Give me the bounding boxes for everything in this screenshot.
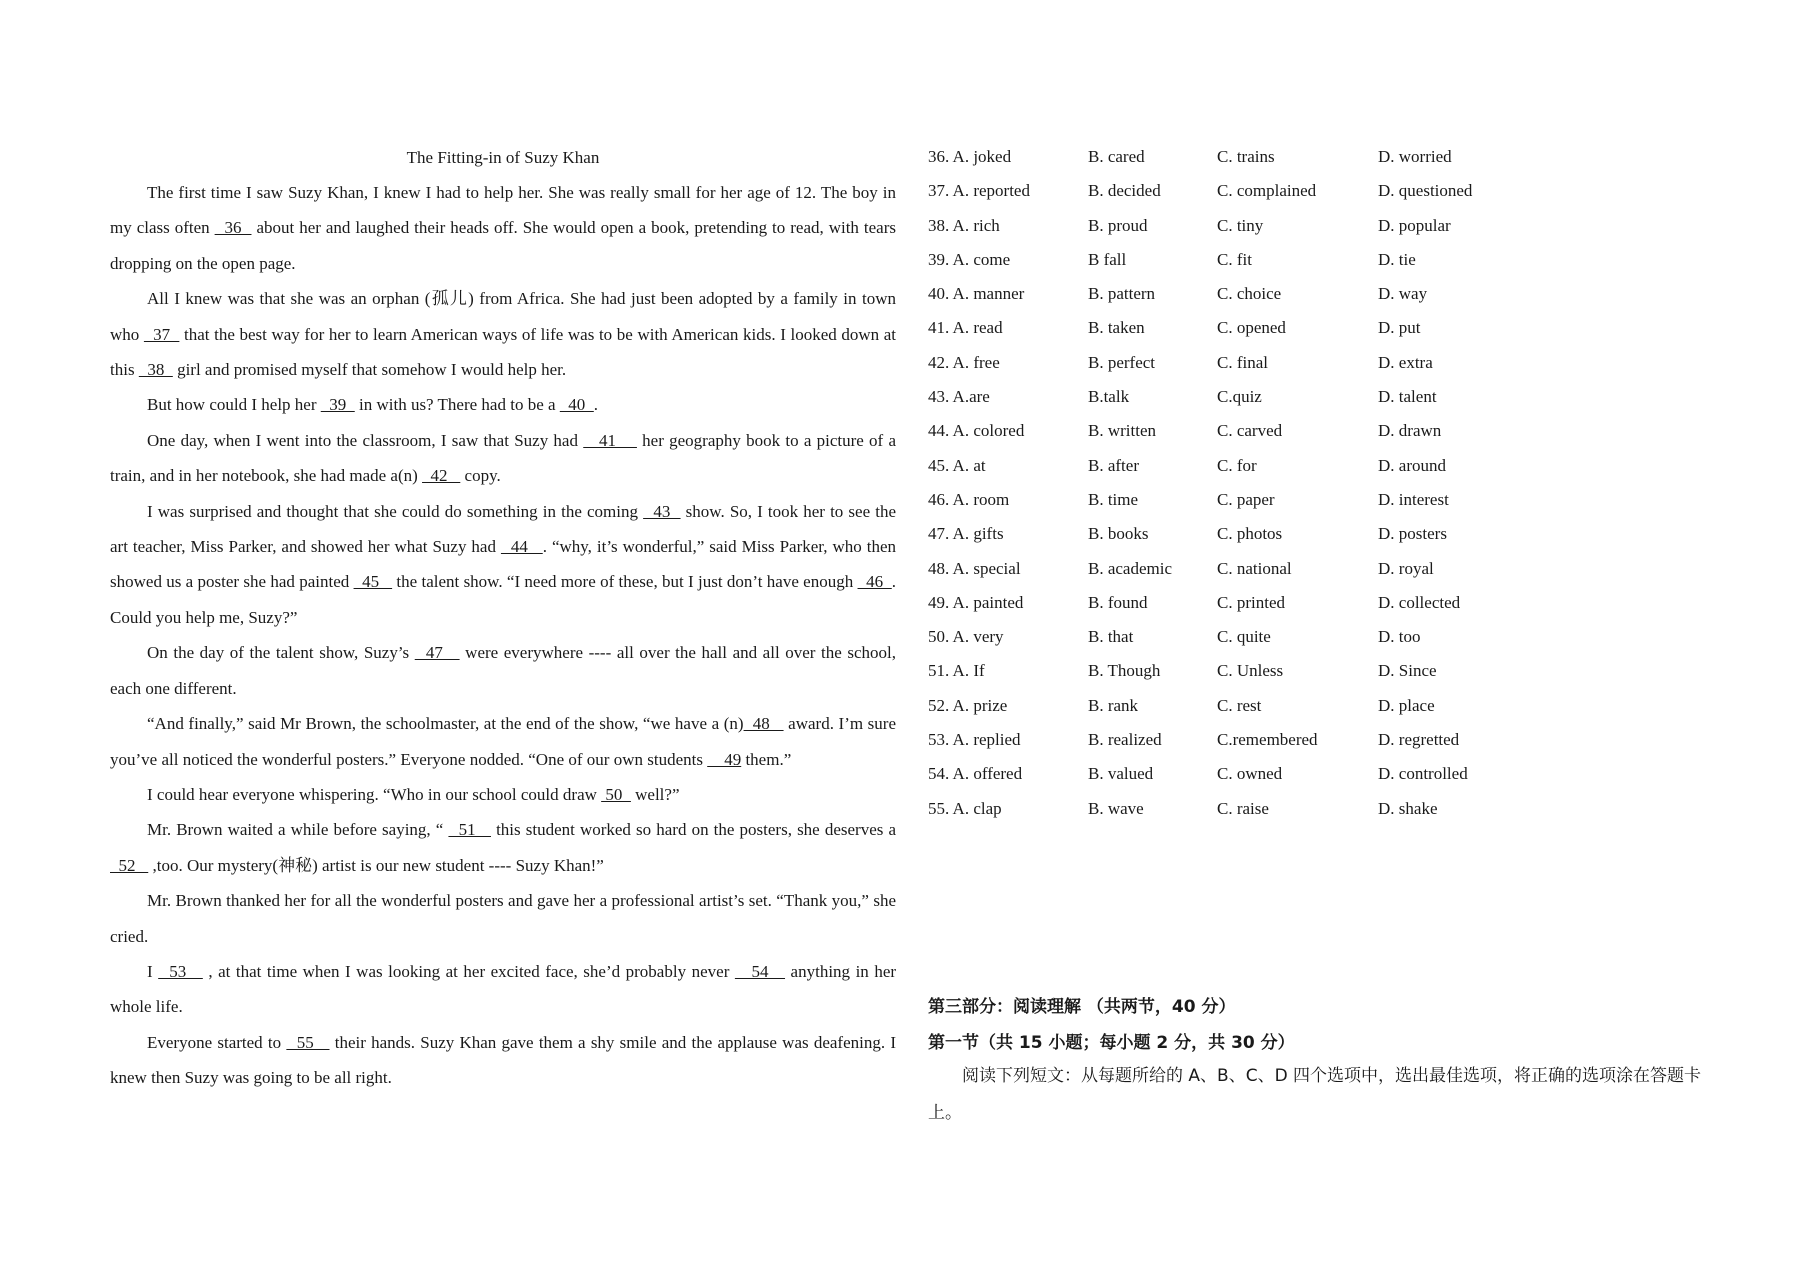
question-options-row: [928, 792, 1728, 826]
passage-text: I was surprised and thought that she could do something in the coming: [147, 501, 644, 521]
option-a: 53. A. replied: [928, 730, 1021, 750]
option-c: C. printed: [1217, 592, 1285, 612]
passage-text: On the day of the talent show, Suzy’s: [147, 643, 415, 663]
option-c: C.quiz: [1217, 387, 1262, 407]
question-options-row: [928, 620, 1728, 654]
passage-paragraph: [110, 1025, 896, 1096]
passage-text: were everywhere ---- all over the hall and all over the school, each one different.: [110, 643, 897, 698]
option-a: 55. A. clap: [928, 798, 1002, 818]
option-b: B. written: [1088, 421, 1156, 441]
option-c: C. for: [1217, 455, 1257, 475]
option-a: 39. A. come: [928, 249, 1011, 269]
option-d: D. way: [1378, 284, 1428, 304]
answer-blank: 50: [601, 784, 631, 804]
option-b: B. realized: [1088, 730, 1162, 750]
passage-text: girl and promised myself that somehow I would help her.: [172, 360, 567, 380]
passage-text: All I knew was that she was an orphan (孤儿) from Africa. She had just been adopted by a family in town who: [110, 289, 896, 344]
reading-instructions: 阅读下列短文：从每题所给的 A、B、C、D 四个选项中，选出最佳选项，将正确的选项涂在答题卡上。: [928, 1066, 1702, 1123]
option-b: B.talk: [1088, 387, 1130, 407]
passage-text: . “why, it’s wonderful,” said Miss Parker, who then showed us a poster she had painted: [110, 537, 897, 592]
part3-heading: 第三部分：阅读理解 （共两节，40 分）: [928, 997, 1236, 1017]
option-a: 37. A. reported: [928, 181, 1030, 201]
question-options-row: [928, 723, 1728, 757]
question-options-row: [928, 757, 1728, 791]
option-a: 44. A. colored: [928, 421, 1025, 441]
option-a: 52. A. prize: [928, 695, 1008, 715]
option-a: 51. A. If: [928, 661, 985, 681]
option-c: C. carved: [1217, 421, 1283, 441]
passage-text: I could hear everyone whispering. “Who in our school could draw: [147, 784, 602, 804]
option-c: C. photos: [1217, 524, 1283, 544]
option-d: D. controlled: [1378, 764, 1468, 784]
option-d: D. interest: [1378, 489, 1449, 509]
option-c: C.remembered: [1217, 730, 1318, 750]
option-c: C. final: [1217, 352, 1268, 372]
option-a: 50. A. very: [928, 627, 1004, 647]
option-d: D. worried: [1378, 147, 1452, 166]
option-d: D. shake: [1378, 798, 1438, 818]
question-options-row: [928, 517, 1728, 551]
option-d: D. popular: [1378, 215, 1451, 235]
option-b: B. time: [1088, 489, 1139, 509]
option-b: B. decided: [1088, 181, 1161, 201]
option-a: 38. A. rich: [928, 215, 1000, 235]
option-d: D. tie: [1378, 249, 1416, 269]
answer-blank: 38: [138, 360, 173, 380]
answer-blank: 54: [734, 961, 786, 981]
option-b: B. books: [1088, 524, 1149, 544]
passage-text: her geography book to a picture of a train, and in her notebook, she had made a(n): [110, 430, 897, 486]
options-list: [928, 140, 1728, 826]
passage-column: [110, 140, 896, 1096]
answer-blank: 40: [559, 395, 594, 415]
question-options-row: [928, 483, 1728, 517]
answer-blank: 51: [448, 820, 491, 840]
option-d: D. royal: [1378, 558, 1434, 578]
option-b: B. pattern: [1088, 284, 1156, 304]
option-b: B. rank: [1088, 695, 1139, 715]
question-options-row: [928, 449, 1728, 483]
passage-text: this student worked so hard on the posters, she deserves a: [490, 820, 897, 840]
option-b: B. found: [1088, 592, 1148, 612]
option-c: C. fit: [1217, 249, 1252, 269]
passage-text: show. So, I took her to see the art teacher, Miss Parker, and showed her what Suzy had: [110, 501, 896, 557]
option-a: 36. A. joked: [928, 147, 1012, 166]
option-a: 40. A. manner: [928, 284, 1025, 304]
option-b: B. proud: [1088, 215, 1148, 235]
passage-text: , at that time when I was looking at her excited face, she’d probably never: [202, 961, 735, 981]
option-b: B. valued: [1088, 764, 1154, 784]
question-options-row: [928, 346, 1728, 380]
option-b: B. after: [1088, 455, 1139, 475]
option-d: D. regretted: [1378, 730, 1460, 750]
passage-title: The Fitting-in of Suzy Khan: [406, 148, 600, 167]
question-options-row: [928, 140, 1728, 174]
passage-text: .: [593, 395, 599, 415]
passage-text: . Could you help me, Suzy?”: [110, 572, 897, 627]
option-a: 45. A. at: [928, 455, 986, 475]
question-options-row: [928, 243, 1728, 277]
question-options-row: [928, 689, 1728, 723]
option-d: D. posters: [1378, 524, 1447, 544]
option-b: B. academic: [1088, 558, 1173, 578]
question-options-row: [928, 311, 1728, 345]
option-c: C. raise: [1217, 798, 1269, 818]
passage-text: the talent show. “I need more of these, but I just don’t have enough: [392, 572, 858, 592]
option-b: B. taken: [1088, 318, 1145, 338]
option-b: B. perfect: [1088, 352, 1156, 372]
answer-blank: 42: [422, 466, 461, 486]
option-d: D. put: [1378, 318, 1421, 338]
option-d: D. Since: [1378, 661, 1437, 681]
passage-text: “And finally,” said Mr Brown, the schoolmaster, at the end of the show, “we have a (n): [147, 714, 744, 734]
passage-text: Mr. Brown waited a while before saying, “: [147, 820, 449, 840]
option-d: D. drawn: [1378, 421, 1442, 441]
passage-text: award. I’m sure you’ve all noticed the wonderful posters.” Everyone nodded. “One of our own students: [110, 714, 897, 769]
passage-paragraph: [110, 494, 896, 636]
option-c: C. Unless: [1217, 661, 1284, 681]
answer-blank: 47: [414, 643, 460, 663]
option-b: B. cared: [1088, 147, 1145, 166]
answer-blank: 49: [707, 749, 742, 769]
option-a: 46. A. room: [928, 489, 1010, 509]
option-a: 54. A. offered: [928, 764, 1023, 784]
option-d: D. around: [1378, 455, 1446, 475]
option-a: 49. A. painted: [928, 592, 1024, 612]
passage-paragraph: [110, 423, 896, 494]
option-c: C. quite: [1217, 627, 1271, 647]
passage-text: anything in her whole life.: [110, 961, 897, 1017]
passage-text: copy.: [460, 466, 501, 486]
question-options-row: [928, 277, 1728, 311]
question-options-row: [928, 209, 1728, 243]
option-c: C. opened: [1217, 318, 1286, 338]
option-c: C. tiny: [1217, 215, 1264, 235]
passage-text: I: [147, 961, 159, 981]
section1-heading: 第一节（共 15 小题；每小题 2 分，共 30 分）: [928, 1033, 1295, 1053]
passage-text: well?”: [630, 784, 680, 804]
passage-paragraph: [110, 635, 896, 706]
option-d: D. questioned: [1378, 181, 1473, 201]
answer-blank: 36: [214, 218, 252, 238]
option-b: B. that: [1088, 627, 1134, 647]
passage-text: One day, when I went into the classroom, I saw that Suzy had: [147, 430, 584, 450]
option-c: C. owned: [1217, 764, 1283, 784]
passage-paragraph: [110, 387, 896, 422]
option-d: D. collected: [1378, 592, 1461, 612]
passage-paragraph: [110, 175, 896, 281]
question-options-row: [928, 380, 1728, 414]
passage-paragraph: [110, 883, 896, 954]
passage-paragraph: [110, 812, 896, 883]
passage-text: them.”: [741, 749, 792, 769]
option-b: B fall: [1088, 249, 1127, 269]
question-options-row: [928, 174, 1728, 208]
option-a: 42. A. free: [928, 352, 1000, 372]
option-d: D. talent: [1378, 387, 1437, 407]
option-c: C. paper: [1217, 489, 1275, 509]
passage-paragraph: [110, 281, 896, 387]
question-options-row: [928, 552, 1728, 586]
option-c: C. national: [1217, 558, 1292, 578]
option-d: D. place: [1378, 695, 1435, 715]
passage-body: [110, 175, 896, 1096]
passage-text: that the best way for her to learn American ways of life was to be with American kids. I looked down at this: [110, 324, 897, 380]
option-a: 47. A. gifts: [928, 524, 1004, 544]
answer-blank: 52: [110, 855, 149, 875]
answer-blank: 44: [500, 537, 543, 557]
option-d: D. extra: [1378, 352, 1433, 372]
option-a: 48. A. special: [928, 558, 1021, 578]
passage-text: The first time I saw Suzy Khan, I knew I had to help her. She was really small for her age of 12. The boy in my class often: [110, 183, 896, 238]
passage-text: But how could I help her: [147, 395, 321, 415]
option-c: C. choice: [1217, 284, 1282, 304]
option-a: 43. A.are: [928, 387, 990, 407]
answer-blank: 39: [320, 395, 355, 415]
option-c: C. trains: [1217, 147, 1275, 166]
option-b: B. wave: [1088, 798, 1144, 818]
question-options-row: [928, 586, 1728, 620]
answer-blank: 48: [743, 714, 784, 734]
answer-blank: 46: [857, 572, 892, 592]
answer-blank: 43: [643, 501, 681, 521]
passage-text: ,too. Our mystery(神秘) artist is our new student ---- Suzy Khan!”: [148, 855, 604, 875]
passage-text: Everyone started to: [147, 1032, 287, 1052]
passage-paragraph: [110, 777, 896, 812]
option-d: D. too: [1378, 627, 1421, 647]
option-b: B. Though: [1088, 661, 1161, 681]
passage-text: Mr. Brown thanked her for all the wonderful posters and gave her a professional artist’s set. “Thank you,” she cried.: [110, 891, 896, 946]
option-c: C. rest: [1217, 695, 1262, 715]
answer-blank: 53: [158, 961, 203, 981]
passage-text: about her and laughed their heads off. She would open a book, pretending to read, with tears dropping on the open page.: [110, 218, 896, 273]
question-options-row: [928, 414, 1728, 448]
answer-blank: 37: [143, 324, 180, 344]
answer-blank: 45: [353, 572, 393, 592]
option-c: C. complained: [1217, 181, 1317, 201]
answer-blank: 55: [286, 1032, 330, 1052]
option-a: 41. A. read: [928, 318, 1003, 338]
passage-paragraph: [110, 954, 896, 1025]
passage-paragraph: [110, 706, 896, 777]
question-options-row: [928, 654, 1728, 688]
answer-blank: 41: [583, 430, 637, 450]
passage-text: their hands. Suzy Khan gave them a shy smile and the applause was deafening. I knew then Suzy was going to be all right.: [110, 1032, 897, 1088]
passage-text: in with us? There had to be a: [354, 395, 560, 415]
